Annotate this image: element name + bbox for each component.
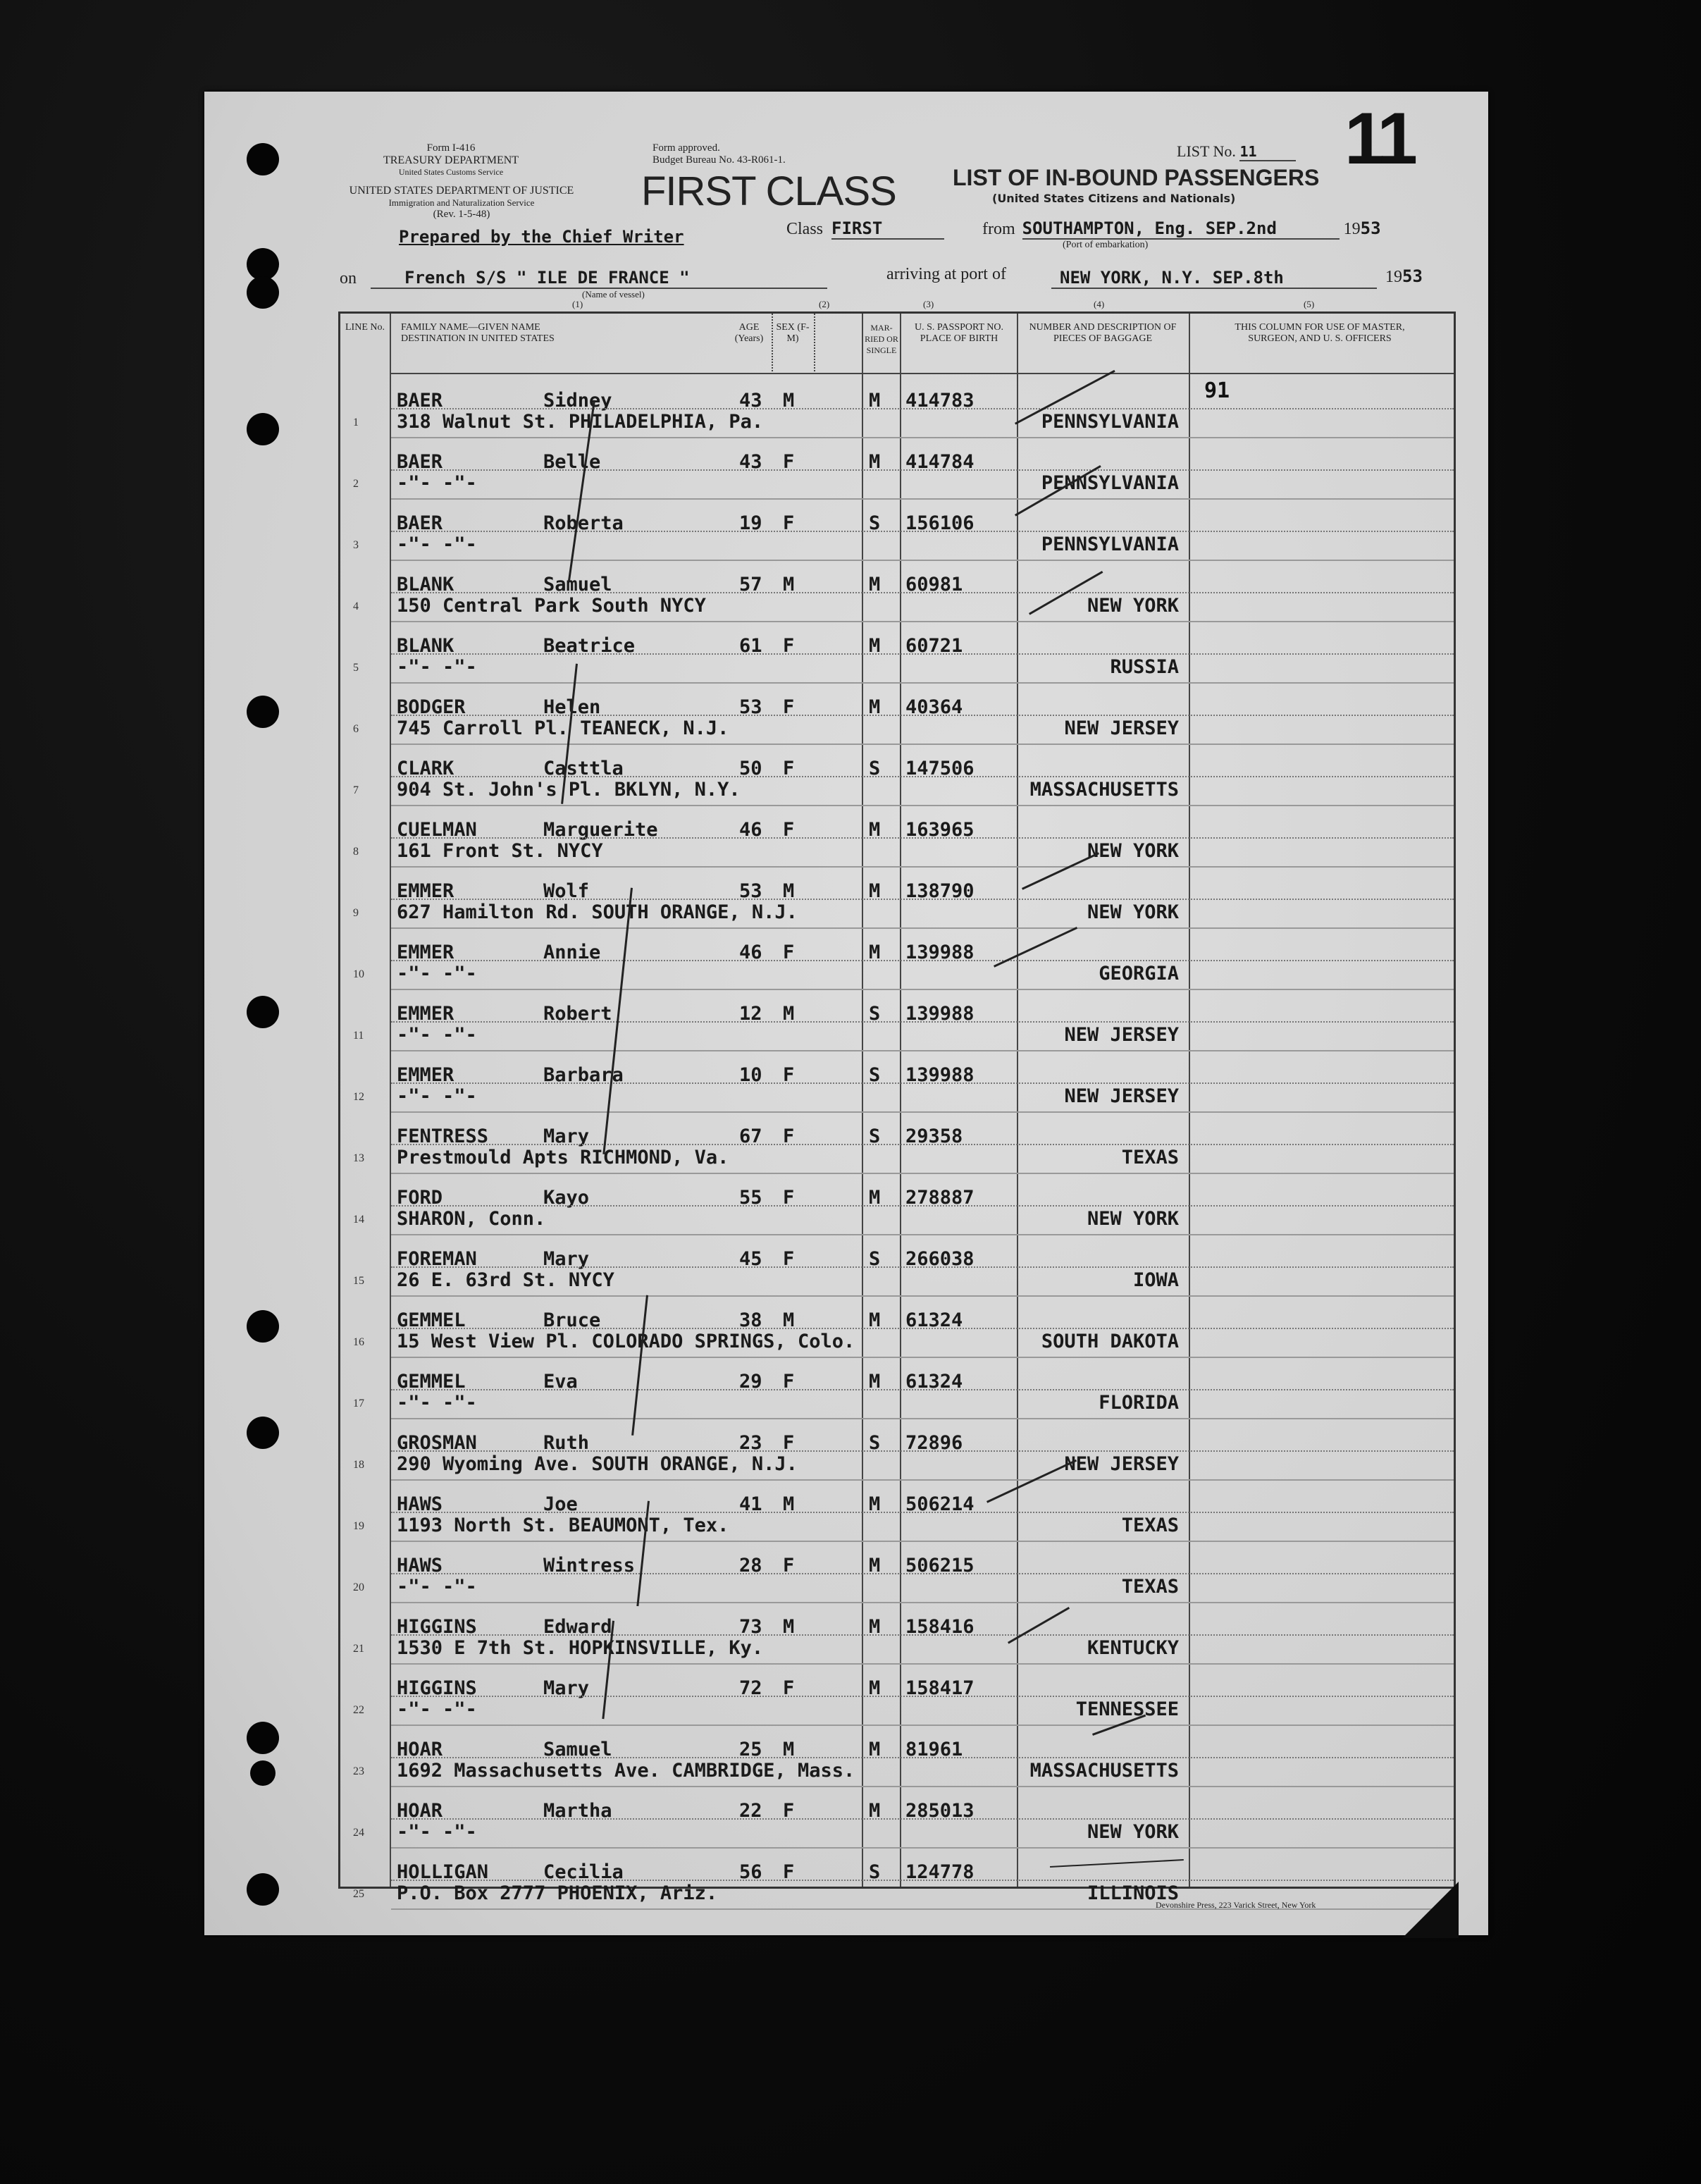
col-passport: U. S. PASSPORT NO. PLACE OF BIRTH [915, 322, 1003, 344]
line-number: 14 [353, 1214, 364, 1226]
place-of-birth: PENNSYLVANIA [1041, 472, 1179, 494]
passport-number: 278887 [905, 1187, 975, 1209]
marital-status: S [869, 1125, 881, 1147]
passport-number: 158417 [905, 1677, 975, 1699]
given-name: Roberta [543, 512, 624, 534]
passenger-row [340, 1051, 1454, 1113]
manifest-page [204, 92, 1488, 1935]
destination: 1193 North St. BEAUMONT, Tex. [397, 1514, 729, 1536]
destination: 1692 Massachusetts Ave. CAMBRIDGE, Mass. [397, 1760, 855, 1782]
age: 43 [739, 451, 762, 473]
place-of-birth: NEW YORK [1087, 595, 1179, 617]
vessel-caption: (Name of vessel) [582, 289, 645, 300]
marital-status: S [869, 1248, 881, 1270]
destination: SHARON, Conn. [397, 1208, 546, 1230]
first-class-stamp: FIRST CLASS [641, 168, 896, 214]
destination: 150 Central Park South NYCY [397, 595, 706, 617]
col-num-5: (5) [1304, 299, 1315, 309]
age: 43 [739, 390, 762, 412]
marital-status: M [869, 1677, 881, 1699]
from-field: from SOUTHAMPTON, Eng. SEP.2nd 1953 [982, 218, 1381, 238]
passport-number: 138790 [905, 880, 975, 902]
age: 23 [739, 1432, 762, 1454]
destination: P.O. Box 2777 PHOENIX, Ariz. [397, 1882, 718, 1904]
given-name: Cecilia [543, 1861, 624, 1883]
passport-number: 60721 [905, 635, 963, 657]
passenger-row [340, 806, 1454, 868]
passport-number: 60981 [905, 574, 963, 596]
age: 10 [739, 1064, 762, 1086]
col-baggage: NUMBER AND DESCRIPTION OF PIECES OF BAGGAGE [1029, 322, 1177, 344]
sex: M [783, 1739, 795, 1760]
marital-status: S [869, 512, 881, 534]
place-of-birth: PENNSYLVANIA [1041, 533, 1179, 555]
sex: M [783, 1003, 795, 1025]
folded-corner [1402, 1882, 1459, 1938]
family-name: BODGER [397, 696, 466, 718]
vessel-name: French S/S " ILE DE FRANCE " [371, 268, 827, 289]
sex: F [783, 1371, 795, 1393]
col-sex: SEX (F-M) [776, 322, 810, 344]
passport-number: 72896 [905, 1432, 963, 1454]
passport-number: 124778 [905, 1861, 975, 1883]
age: 25 [739, 1739, 762, 1760]
sex: F [783, 1677, 795, 1699]
form-subtitle: (United States Citizens and Nationals) [992, 192, 1236, 205]
marital-status: M [869, 880, 881, 902]
line-number: 11 [353, 1030, 364, 1042]
sex: F [783, 1187, 795, 1209]
passport-number: 139988 [905, 1064, 975, 1086]
form-info: Form I-416 TREASURY DEPARTMENT United States Customs Service [383, 142, 519, 177]
place-of-birth: NEW JERSEY [1064, 1453, 1179, 1475]
line-number: 2 [353, 478, 359, 490]
col-name: FAMILY NAME—GIVEN NAME DESTINATION IN UNITED STATES [401, 322, 555, 344]
age: 46 [739, 819, 762, 841]
passenger-row [340, 1358, 1454, 1419]
destination: -"- -"- [397, 963, 477, 985]
list-number-large: 11 [1344, 98, 1414, 180]
passenger-row [340, 622, 1454, 684]
sex: F [783, 819, 795, 841]
place-of-birth: FLORIDA [1099, 1392, 1179, 1414]
passport-number: 506214 [905, 1493, 975, 1515]
age: 46 [739, 942, 762, 963]
sex: M [783, 1616, 795, 1638]
destination: -"- -"- [397, 533, 477, 555]
marital-status: M [869, 942, 881, 963]
punch-hole [247, 143, 279, 175]
given-name: Kayo [543, 1187, 590, 1209]
passenger-row [340, 561, 1454, 622]
age: 22 [739, 1800, 762, 1822]
destination: -"- -"- [397, 1821, 477, 1843]
destination: 745 Carroll Pl. TEANECK, N.J. [397, 717, 729, 739]
line-number: 22 [353, 1704, 364, 1716]
passenger-row [340, 1481, 1454, 1542]
marital-status: S [869, 1861, 881, 1883]
arrival-port: NEW YORK, N.Y. SEP.8th [1051, 268, 1377, 289]
line-number: 6 [353, 723, 359, 735]
destination: 1530 E 7th St. HOPKINSVILLE, Ky. [397, 1637, 764, 1659]
passport-number: 139988 [905, 942, 975, 963]
given-name: Wolf [543, 880, 590, 902]
sex: F [783, 942, 795, 963]
passport-number: 61324 [905, 1309, 963, 1331]
marital-status: S [869, 1064, 881, 1086]
passenger-row [340, 1297, 1454, 1358]
officer-note: 91 [1204, 378, 1230, 403]
given-name: Annie [543, 942, 601, 963]
sex: F [783, 512, 795, 534]
passenger-row [340, 929, 1454, 990]
family-name: EMMER [397, 880, 454, 902]
age: 55 [739, 1187, 762, 1209]
line-number: 10 [353, 968, 364, 980]
punch-hole [247, 1722, 279, 1754]
given-name: Eva [543, 1371, 578, 1393]
sex: M [783, 574, 795, 596]
line-number: 20 [353, 1581, 364, 1593]
passenger-row [340, 1419, 1454, 1481]
age: 28 [739, 1555, 762, 1577]
family-name: HOAR [397, 1800, 443, 1822]
sex: F [783, 1861, 795, 1883]
passenger-row [340, 1235, 1454, 1297]
marital-status: M [869, 1616, 881, 1638]
destination: -"- -"- [397, 1576, 477, 1598]
line-number: 13 [353, 1152, 364, 1164]
sex: M [783, 1493, 795, 1515]
given-name: Ruth [543, 1432, 590, 1454]
given-name: Casttla [543, 758, 624, 779]
age: 53 [739, 696, 762, 718]
family-name: GEMMEL [397, 1309, 466, 1331]
destination: -"- -"- [397, 1024, 477, 1046]
destination: 290 Wyoming Ave. SOUTH ORANGE, N.J. [397, 1453, 798, 1475]
prepared-by: Prepared by the Chief Writer [399, 227, 684, 247]
line-number: 18 [353, 1459, 364, 1471]
passport-number: 414784 [905, 451, 975, 473]
family-name: BAER [397, 512, 443, 534]
punch-hole [247, 413, 279, 445]
marital-status: M [869, 819, 881, 841]
place-of-birth: NEW JERSEY [1064, 1024, 1179, 1046]
age: 67 [739, 1125, 762, 1147]
passenger-row [340, 1787, 1454, 1849]
line-number: 1 [353, 417, 359, 428]
given-name: Mary [543, 1125, 590, 1147]
passenger-row [340, 1174, 1454, 1235]
col-line-no: LINE No. [345, 322, 385, 333]
punch-hole [250, 1760, 276, 1786]
given-name: Martha [543, 1800, 612, 1822]
port-embarkation-caption: (Port of embarkation) [1063, 240, 1149, 250]
budget-info: Form approved. Budget Bureau No. 43-R061-1. [652, 142, 786, 166]
family-name: EMMER [397, 942, 454, 963]
family-name: HOLLIGAN [397, 1861, 489, 1883]
line-number: 21 [353, 1643, 364, 1655]
family-name: CLARK [397, 758, 454, 779]
age: 50 [739, 758, 762, 779]
passport-number: 158416 [905, 1616, 975, 1638]
given-name: Belle [543, 451, 601, 473]
arrival-year: 1953 [1385, 266, 1423, 286]
destination: -"- -"- [397, 1085, 477, 1107]
family-name: HAWS [397, 1493, 443, 1515]
line-number: 5 [353, 662, 359, 674]
destination: -"- -"- [397, 1698, 477, 1720]
destination: -"- -"- [397, 472, 477, 494]
col-num-2: (2) [819, 299, 830, 309]
place-of-birth: KENTUCKY [1087, 1637, 1179, 1659]
family-name: EMMER [397, 1003, 454, 1025]
family-name: CUELMAN [397, 819, 477, 841]
age: 45 [739, 1248, 762, 1270]
printer-footer: Devonshire Press, 223 Varick Street, New York [1156, 1900, 1316, 1910]
on-label: on [340, 269, 357, 288]
age: 53 [739, 880, 762, 902]
given-name: Wintress [543, 1555, 636, 1577]
destination: Prestmould Apts RICHMOND, Va. [397, 1147, 729, 1168]
given-name: Beatrice [543, 635, 636, 657]
punch-hole [247, 1873, 279, 1906]
destination: 904 St. John's Pl. BKLYN, N.Y. [397, 779, 741, 801]
family-name: HIGGINS [397, 1616, 477, 1638]
passenger-row [340, 868, 1454, 929]
passport-number: 506215 [905, 1555, 975, 1577]
place-of-birth: TENNESSEE [1075, 1698, 1179, 1720]
marital-status: M [869, 1555, 881, 1577]
marital-status: M [869, 574, 881, 596]
passenger-row [340, 377, 1454, 438]
place-of-birth: ILLINOIS [1087, 1882, 1179, 1904]
place-of-birth: IOWA [1132, 1269, 1179, 1291]
passenger-row [340, 1542, 1454, 1603]
given-name: Edward [543, 1616, 612, 1638]
marital-status: M [869, 1800, 881, 1822]
class-field: Class FIRST [786, 218, 944, 240]
given-name: Barbara [543, 1064, 624, 1086]
line-number: 12 [353, 1091, 364, 1103]
line-number: 8 [353, 846, 359, 858]
sex: M [783, 880, 795, 902]
sex: F [783, 635, 795, 657]
line-number: 24 [353, 1827, 364, 1839]
passport-number: 139988 [905, 1003, 975, 1025]
sex: F [783, 758, 795, 779]
line-number: 17 [353, 1398, 364, 1409]
given-name: Mary [543, 1248, 590, 1270]
passenger-row [340, 1603, 1454, 1665]
line-number: 3 [353, 539, 359, 551]
line-number: 15 [353, 1275, 364, 1287]
destination: 161 Front St. NYCY [397, 840, 603, 862]
given-name: Mary [543, 1677, 590, 1699]
punch-hole [247, 996, 279, 1028]
sex: F [783, 451, 795, 473]
family-name: FENTRESS [397, 1125, 489, 1147]
age: 41 [739, 1493, 762, 1515]
family-name: HIGGINS [397, 1677, 477, 1699]
family-name: BLANK [397, 635, 454, 657]
destination: 26 E. 63rd St. NYCY [397, 1269, 614, 1291]
passport-number: 414783 [905, 390, 975, 412]
family-name: FORD [397, 1187, 443, 1209]
place-of-birth: TEXAS [1121, 1514, 1179, 1536]
line-number: 25 [353, 1888, 364, 1900]
age: 38 [739, 1309, 762, 1331]
col-married: MAR-RIED OR SINGLE [865, 323, 898, 355]
place-of-birth: NEW JERSEY [1064, 1085, 1179, 1107]
passport-number: 29358 [905, 1125, 963, 1147]
form-title: LIST OF IN-BOUND PASSENGERS [953, 165, 1320, 190]
family-name: HAWS [397, 1555, 443, 1577]
marital-status: S [869, 1003, 881, 1025]
family-name: FOREMAN [397, 1248, 477, 1270]
age: 57 [739, 574, 762, 596]
place-of-birth: RUSSIA [1110, 656, 1179, 678]
punch-hole [247, 1310, 279, 1343]
given-name: Joe [543, 1493, 578, 1515]
given-name: Samuel [543, 574, 612, 596]
line-number: 19 [353, 1520, 364, 1532]
sex: M [783, 1309, 795, 1331]
destination: 627 Hamilton Rd. SOUTH ORANGE, N.J. [397, 901, 798, 923]
age: 29 [739, 1371, 762, 1393]
place-of-birth: GEORGIA [1099, 963, 1179, 985]
destination: 318 Walnut St. PHILADELPHIA, Pa. [397, 411, 764, 433]
punch-hole [247, 696, 279, 728]
passenger-row [340, 745, 1454, 806]
age: 61 [739, 635, 762, 657]
marital-status: M [869, 1739, 881, 1760]
passport-number: 61324 [905, 1371, 963, 1393]
destination: -"- -"- [397, 1392, 477, 1414]
destination: 15 West View Pl. COLORADO SPRINGS, Colo. [397, 1331, 855, 1352]
marital-status: M [869, 696, 881, 718]
age: 12 [739, 1003, 762, 1025]
passenger-row [340, 684, 1454, 745]
place-of-birth: NEW JERSEY [1064, 717, 1179, 739]
col-officers: THIS COLUMN FOR USE OF MASTER, SURGEON, AND U. S. OFFICERS [1235, 322, 1405, 344]
given-name: Bruce [543, 1309, 601, 1331]
passenger-row [340, 1726, 1454, 1787]
passport-number: 81961 [905, 1739, 963, 1760]
age: 72 [739, 1677, 762, 1699]
place-of-birth: MASSACHUSETTS [1029, 1760, 1179, 1782]
place-of-birth: SOUTH DAKOTA [1041, 1331, 1179, 1352]
marital-status: M [869, 1187, 881, 1209]
passport-number: 147506 [905, 758, 975, 779]
line-number: 23 [353, 1765, 364, 1777]
marital-status: M [869, 1371, 881, 1393]
family-name: HOAR [397, 1739, 443, 1760]
marital-status: M [869, 1309, 881, 1331]
place-of-birth: NEW YORK [1087, 1208, 1179, 1230]
passport-number: 163965 [905, 819, 975, 841]
sex: F [783, 1555, 795, 1577]
marital-status: M [869, 635, 881, 657]
passenger-row [340, 1665, 1454, 1726]
passenger-row [340, 438, 1454, 500]
col-num-1: (1) [572, 299, 583, 309]
place-of-birth: PENNSYLVANIA [1041, 411, 1179, 433]
place-of-birth: MASSACHUSETTS [1029, 779, 1179, 801]
family-name: BAER [397, 390, 443, 412]
passport-number: 40364 [905, 696, 963, 718]
marital-status: S [869, 1432, 881, 1454]
passenger-table [338, 311, 1456, 1904]
family-name: GROSMAN [397, 1432, 477, 1454]
family-name: BLANK [397, 574, 454, 596]
sex: M [783, 390, 795, 412]
marital-status: M [869, 1493, 881, 1515]
passport-number: 266038 [905, 1248, 975, 1270]
col-num-4: (4) [1094, 299, 1105, 309]
place-of-birth: TEXAS [1121, 1147, 1179, 1168]
line-number: 9 [353, 907, 359, 919]
line-number: 7 [353, 784, 359, 796]
marital-status: S [869, 758, 881, 779]
age: 56 [739, 1861, 762, 1883]
place-of-birth: NEW YORK [1087, 840, 1179, 862]
age: 19 [739, 512, 762, 534]
place-of-birth: NEW YORK [1087, 901, 1179, 923]
place-of-birth: TEXAS [1121, 1576, 1179, 1598]
list-no-field: LIST No. 11 [1177, 142, 1296, 161]
age: 73 [739, 1616, 762, 1638]
given-name: Helen [543, 696, 601, 718]
col-age: AGE (Years) [734, 322, 764, 344]
given-name: Marguerite [543, 819, 658, 841]
sex: F [783, 1800, 795, 1822]
family-name: GEMMEL [397, 1371, 466, 1393]
line-number: 16 [353, 1336, 364, 1348]
given-name: Robert [543, 1003, 612, 1025]
passenger-row [340, 1113, 1454, 1174]
given-name: Sidney [543, 390, 612, 412]
sex: F [783, 696, 795, 718]
family-name: BAER [397, 451, 443, 473]
given-name: Samuel [543, 1739, 612, 1760]
destination: -"- -"- [397, 656, 477, 678]
arriving-label: arriving at port of [886, 265, 1006, 283]
family-name: EMMER [397, 1064, 454, 1086]
passport-number: 156106 [905, 512, 975, 534]
col-num-3: (3) [923, 299, 934, 309]
marital-status: M [869, 451, 881, 473]
passenger-row [340, 990, 1454, 1051]
punch-hole [247, 276, 279, 309]
sex: F [783, 1432, 795, 1454]
passenger-row [340, 500, 1454, 561]
sex: F [783, 1064, 795, 1086]
sex: F [783, 1125, 795, 1147]
passport-number: 285013 [905, 1800, 975, 1822]
place-of-birth: NEW YORK [1087, 1821, 1179, 1843]
agency-info: UNITED STATES DEPARTMENT OF JUSTICE Immigration and Naturalization Service (Rev. 1-5-48) [349, 185, 574, 220]
line-number: 4 [353, 600, 359, 612]
marital-status: M [869, 390, 881, 412]
sex: F [783, 1248, 795, 1270]
